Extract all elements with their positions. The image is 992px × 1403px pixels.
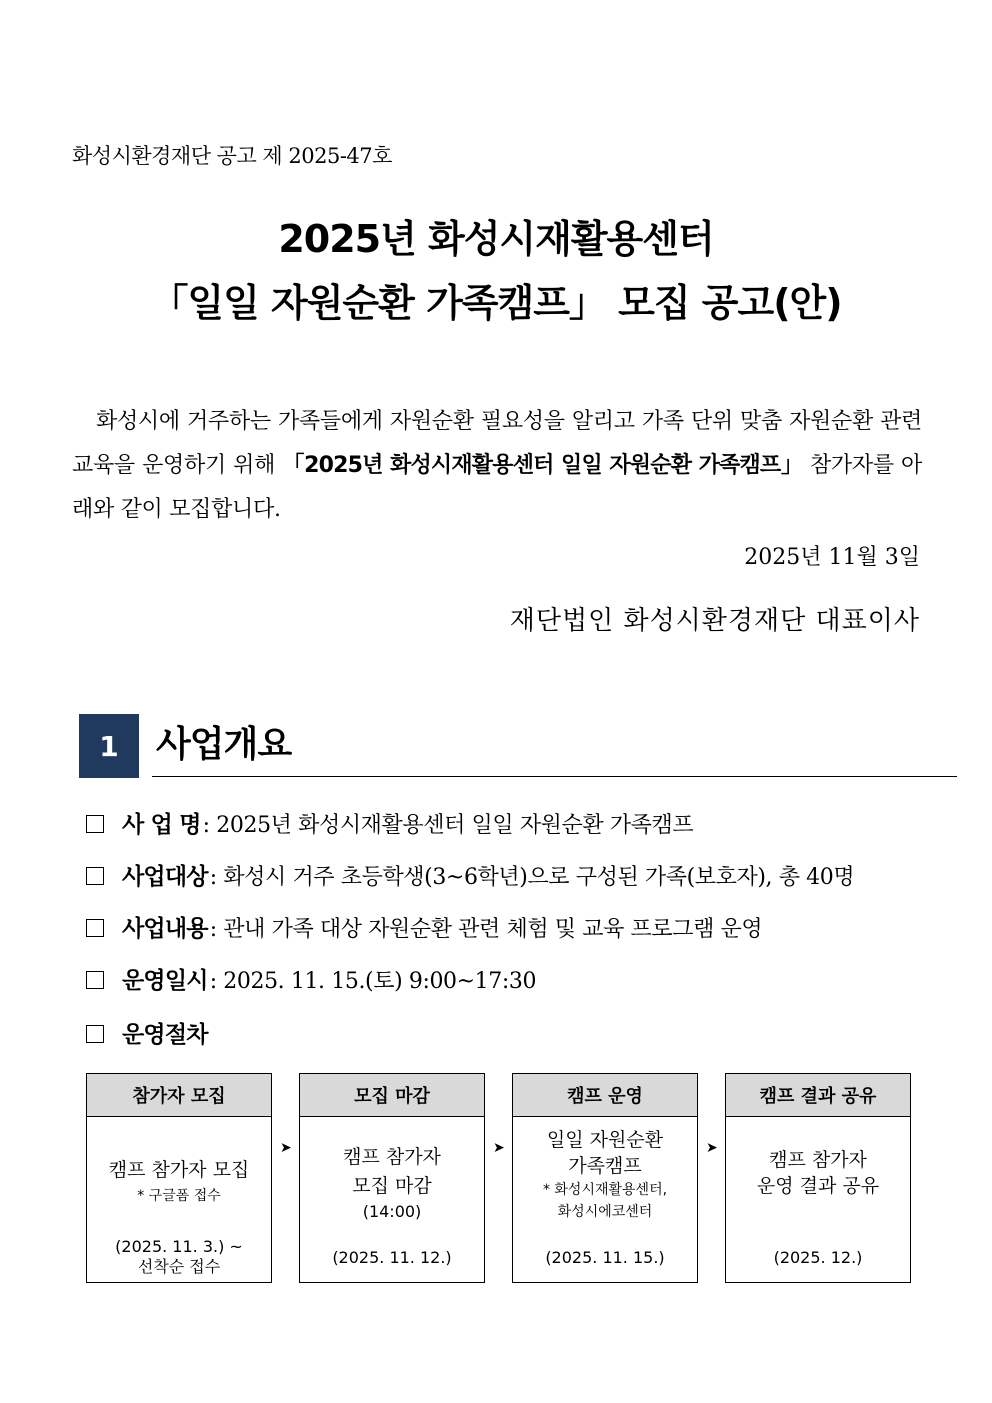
item-procedure <box>86 1016 208 1049</box>
checkbox-icon <box>86 815 104 833</box>
checkbox-icon <box>86 867 104 885</box>
item-schedule <box>86 962 536 995</box>
step-main-text: 캠프 참가자 모집 <box>108 1159 250 1181</box>
checkbox-icon <box>86 919 104 937</box>
step-main-text: 캠프 참가자 모집 마감 <box>343 1146 441 1197</box>
checkbox-icon <box>86 971 104 989</box>
title-line-1: 2025년 화성시재활용센터 <box>278 217 714 261</box>
step-box-share <box>725 1073 911 1283</box>
step-note: * 구글폼 접수 <box>137 1188 221 1204</box>
step-main-text: 일일 자원순환 가족캠프 <box>546 1129 664 1177</box>
item-label: 운영일시 <box>122 968 208 994</box>
issuer-name: 재단법인 화성시환경재단 대표이사 <box>509 606 920 636</box>
step-period: (2025. 11. 12.) <box>332 1248 452 1267</box>
item-value: : 화성시 거주 초등학생(3~6학년)으로 구성된 가족(보호자), 총 40명 <box>209 865 855 890</box>
item-target <box>86 858 854 891</box>
notice-number: 화성시환경재단 공고 제 2025-47호 <box>72 144 392 168</box>
section-title: 사업개요 <box>156 724 292 765</box>
step-box-operate <box>512 1073 698 1283</box>
item-label: 사업대상 <box>122 864 208 890</box>
step-note: * 화성시재활용센터, 화성시에코센터 <box>542 1182 668 1220</box>
intro-paragraph <box>72 400 922 532</box>
section-divider <box>152 776 957 777</box>
step-period: (2025. 11. 3.) ~ 선착순 접수 <box>115 1237 243 1276</box>
arrow-icon: ➤ <box>280 1140 292 1156</box>
step-header: 모집 마감 <box>300 1074 484 1117</box>
step-header: 참가자 모집 <box>87 1074 271 1117</box>
intro-text-2: 참가자를 아래와 같이 모집합니다. <box>72 453 922 522</box>
step-period: (2025. 12.) <box>773 1248 863 1267</box>
item-content <box>86 910 762 943</box>
step-header: 캠프 운영 <box>513 1074 697 1117</box>
section-number-badge: 1 <box>79 714 139 778</box>
intro-text-1: 화성시에 거주하는 가족들에게 자원순환 필요성을 알리고 가족 단위 맞춤 자원순환 관련 교육을 운영하기 위해 <box>72 409 922 478</box>
step-header: 캠프 결과 공유 <box>726 1074 910 1117</box>
item-business-name <box>86 806 693 839</box>
step-box-recruit <box>86 1073 272 1283</box>
step-note: (14:00) <box>362 1202 422 1221</box>
arrow-icon: ➤ <box>493 1140 505 1156</box>
title-line-2: 「일일 자원순환 가족캠프」 모집 공고(안) <box>150 281 842 325</box>
step-period: (2025. 11. 15.) <box>545 1248 665 1267</box>
intro-bold-title: 「2025년 화성시재활용센터 일일 자원순환 가족캠프」 <box>282 453 803 478</box>
item-value: : 2025년 화성시재활용센터 일일 자원순환 가족캠프 <box>202 813 694 838</box>
item-label: 사업내용 <box>122 916 208 942</box>
item-label: 운영절차 <box>122 1022 208 1048</box>
step-main-text: 캠프 참가자 운영 결과 공유 <box>756 1149 880 1197</box>
step-box-close <box>299 1073 485 1283</box>
item-value: : 2025. 11. 15.(토) 9:00~17:30 <box>209 969 537 994</box>
arrow-icon: ➤ <box>706 1140 718 1156</box>
item-label: 사 업 명 <box>122 812 201 838</box>
checkbox-icon <box>86 1025 104 1043</box>
item-value: : 관내 가족 대상 자원순환 관련 체험 및 교육 프로그램 운영 <box>209 917 763 942</box>
notice-date: 2025년 11월 3일 <box>744 545 920 570</box>
